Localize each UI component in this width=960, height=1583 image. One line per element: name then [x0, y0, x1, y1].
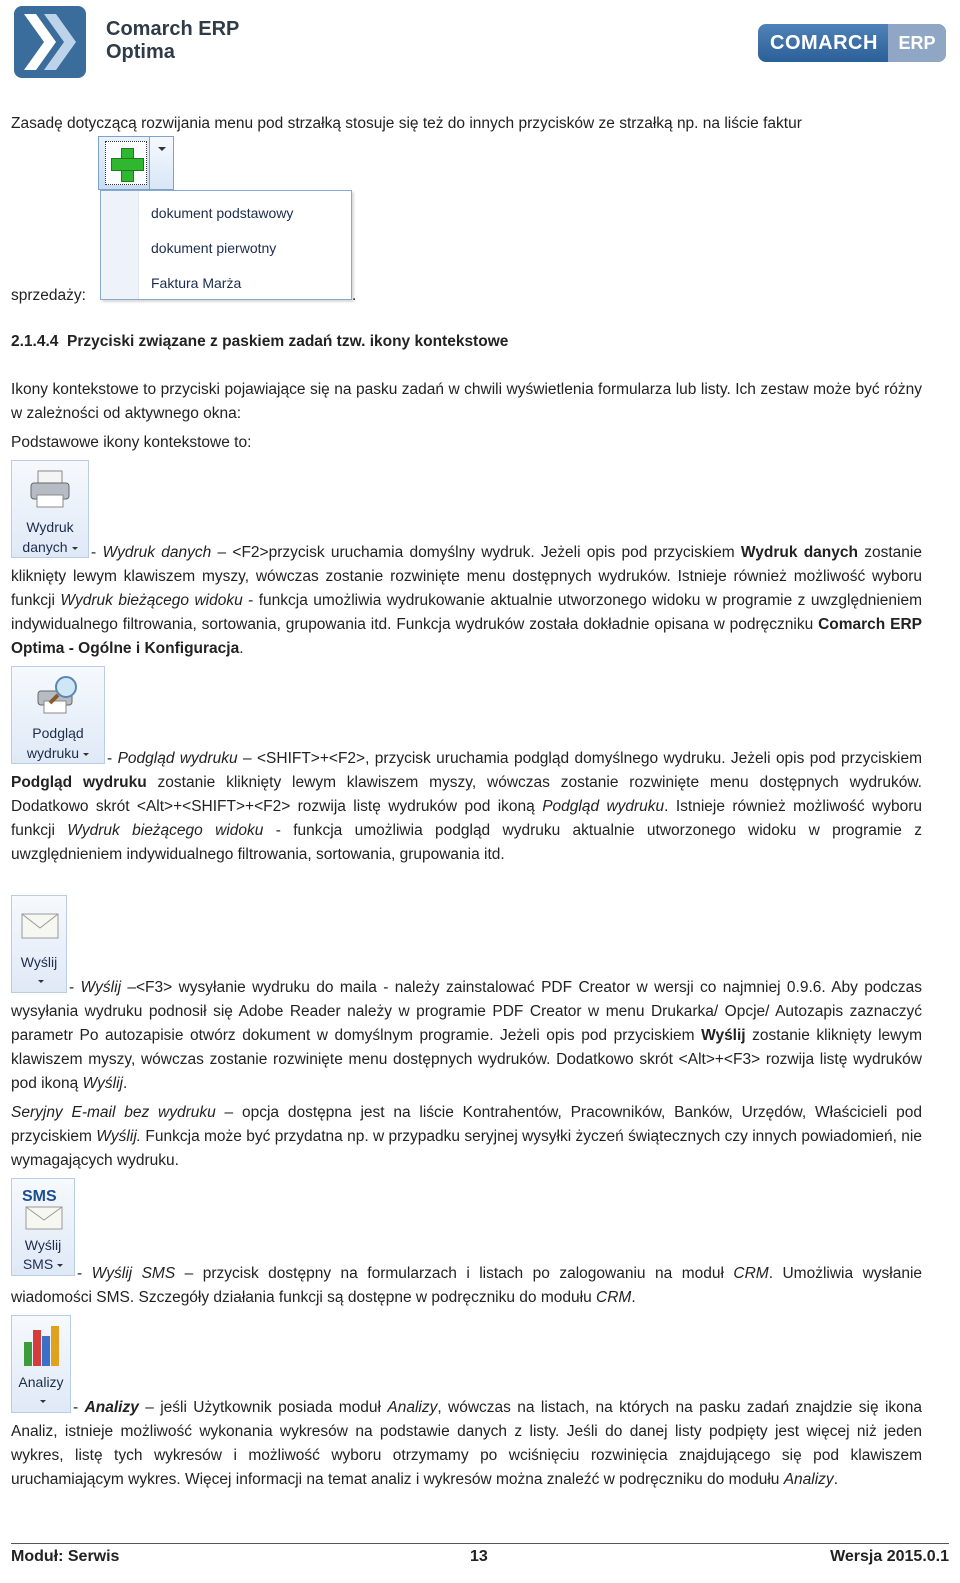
add-split-button: [98, 136, 174, 190]
print-icon-label-2: danych: [12, 539, 88, 556]
plus-icon: [105, 141, 147, 185]
page-footer: [11, 1545, 949, 1571]
brand-name: [106, 18, 239, 64]
item-seryjny-email: Seryjny E-mail bez wydruku – opcja dostępna jest na liście Kontrahentów, Pracowników, Banków, Urzędów, Właścicieli pod przyciskiem Wyślij. Funkcja może być przydatna np. w przypadku seryjnej wysyłki życzeń świątecznych czy innych powiadomień, nie wymagających wydruku.: [11, 1104, 922, 1169]
printer-icon: [28, 469, 72, 509]
footer-version: Wersja 2015.0.1: [830, 1548, 949, 1565]
item-wyslij: - Wyślij –<F3> wysyłanie wydruku do maila - należy zainstalować PDF Creator w wersji co najmniej 0.9.6. Aby podczas wysyłania wydruku podnosił się Adobe Reader należy w programie PDF Creator w menu Drukarka/ Opcje/ Autozapis zaznaczyć parametr Po autozapisie otwórz dokument w domyślnym programie. Jeżeli opis pod przyciskiem Wyślij zostanie kliknięty lewym klawiszem myszy, wówczas zostanie rozwinięte menu dostępnych wydruków. Dodatkowo skrót <Alt>+<F3> rozwija listę wydruków pod ikoną Wyślij.: [11, 979, 923, 1092]
footer-divider: [11, 1543, 949, 1544]
logo-suffix-text: ERP: [888, 24, 946, 62]
section-number: 2.1.4.4: [11, 333, 59, 350]
preview-icon-label-2: wydruku: [12, 745, 104, 762]
menu-item-faktura-marza: Faktura Marża: [151, 275, 242, 291]
comarch-logo-icon: [14, 6, 86, 78]
section-heading: [11, 330, 508, 354]
brand-line-2: Optima: [106, 41, 175, 63]
analysis-icon-label: Analizy: [18, 1374, 64, 1390]
intro-text-2: sprzedaży:: [11, 287, 86, 304]
brand-line-1: Comarch ERP: [106, 18, 240, 40]
item-wydruk-danych: - Wydruk danych – <F2>przycisk uruchamia domyślny wydruk. Jeżeli opis pod przyciskiem Wydruk danych zostanie kliknięty lewym klawiszem myszy, wówczas zostanie rozwinięte menu dostępnych wydruków. Istnieje również możliwość wyboru funkcji Wydruk bieżącego widoku - funkcja umożliwia wydrukowanie aktualnie utworzonego widoku w programie z uwzględnieniem indywidualnego filtrowania, sortowania, grupowania itd. Funkcja wydruków została dokładnie opisana w podręczniku Comarch ERP Optima - Ogólne i Konfiguracja.: [11, 544, 922, 657]
footer-module: Moduł: Serwis: [11, 1548, 120, 1565]
footer-page-number: 13: [470, 1548, 488, 1565]
sms-badge: SMS: [22, 1188, 57, 1205]
sms-icon-label-1: Wyślij: [24, 1237, 62, 1253]
paragraph-basic-icons: Podstawowe ikony kontekstowe to:: [11, 434, 252, 451]
item-wyslij-sms: - Wyślij SMS – przycisk dostępny na formularzach i listach po zalogowaniu na moduł CRM. Umożliwia wysłanie wiadomości SMS. Szczegóły działania funkcji są dostępne w podręczniku do modułu CRM.: [11, 1265, 923, 1306]
bar-chart-icon: [22, 1322, 62, 1368]
item-analizy: - Analizy – jeśli Użytkownik posiada moduł Analizy, wówczas na listach, na których na pasku zadań znajdzie się ikona Analiz, istnieje możliwość wykonania wykresów na podstawie danych z listy. Jeśli do danej listy podpięty jest więcej niż jeden wykres, listę tych wykresów i możliwość wyboru otrzymamy po wciśnięciu rozwinięcia znajdującego się pod klawiszem uruchamiającym wykres. Więcej informacji na temat analiz i wykresów można znaleźć w podręczniku do modułu Analizy.: [11, 1399, 923, 1488]
comarch-erp-logo: [758, 24, 946, 62]
send-icon-label: Wyślij: [20, 954, 58, 970]
paragraph-intro: Ikony kontekstowe to przyciski pojawiające się na pasku zadań w chwili wyświetlenia formularza lub listy. Ich zestaw może być różny w zależności od aktywnego okna:: [11, 381, 922, 422]
page-header: [0, 0, 960, 90]
section-title: Przyciski związane z paskiem zadań tzw. ikony kontekstowe: [67, 333, 509, 350]
print-icon-label-1: Wydruk: [26, 519, 74, 535]
chevron-down-icon: [149, 137, 173, 189]
add-button-dropdown-screenshot: [98, 136, 354, 302]
menu-item-dokument-podstawowy: dokument podstawowy: [151, 205, 294, 221]
logo-main-text: COMARCH: [770, 32, 878, 54]
envelope-icon: [24, 1205, 64, 1231]
sms-icon-label-2: SMS: [12, 1256, 74, 1273]
preview-icon-label-1: Podgląd: [32, 725, 84, 741]
magnifier-printer-icon: [34, 673, 84, 719]
dropdown-menu: [100, 190, 352, 300]
item-podglad-wydruku: - Podgląd wydruku – <SHIFT>+<F2>, przycisk uruchamia podgląd domyślnego wydruku. Jeżeli opis pod przyciskiem Podgląd wydruku zostanie kliknięty lewym klawiszem myszy, wówczas zostanie rozwinięte menu dostępnych wydruków. Dodatkowo skrót <Alt>+<SHIFT>+<F2> rozwija listę wydruków pod ikoną Podgląd wydruku. Istnieje również możliwość wyboru funkcji Wydruk bieżącego widoku - funkcja umożliwia podgląd wydruku aktualnie utworzonego widoku w programie z uwzględnieniem indywidualnego filtrowania, sortowania, grupowania itd.: [11, 750, 922, 863]
intro-text-3: .: [352, 287, 357, 304]
envelope-icon: [20, 906, 60, 942]
intro-text-1: Zasadę dotyczącą rozwijania menu pod strzałką stosuje się też do innych przycisków ze strzałką np. na liście faktur: [11, 115, 802, 132]
menu-item-dokument-pierwotny: dokument pierwotny: [151, 240, 277, 256]
